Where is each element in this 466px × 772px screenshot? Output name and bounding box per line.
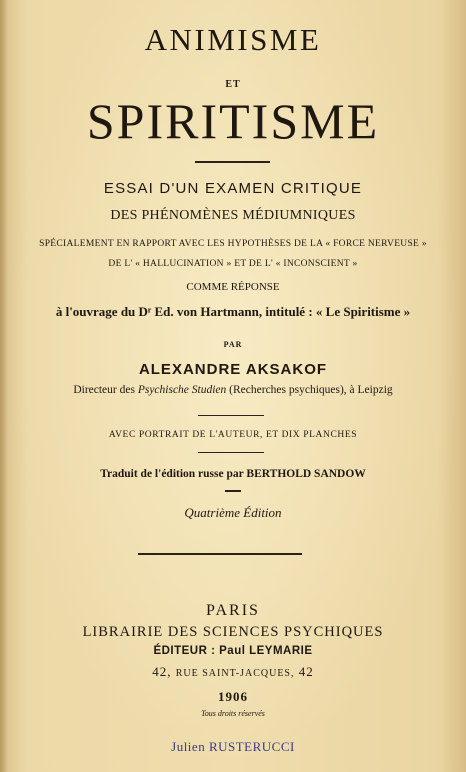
subtitle-phenomenes: DES PHÉNOMÈNES MÉDIUMNIQUES: [110, 208, 356, 223]
subtitle-essai: ESSAI D'UN EXAMEN CRITIQUE: [103, 180, 363, 197]
title-rule: [195, 161, 270, 163]
owner-stamp: Julien RUSTERUCCI: [171, 739, 295, 754]
divider-rule-2: [198, 452, 264, 453]
journal-name: Psychische Studien: [137, 384, 227, 396]
address-street: RUE SAINT-JACQUES,: [175, 668, 295, 679]
publisher-name: LIBRAIRIE DES SCIENCES PSYCHIQUES: [82, 624, 384, 640]
subtitle-ouvrage: à l'ouvrage du Dʳ Ed. von Hartmann, intitulé : « Le Spiritisme »: [55, 304, 411, 319]
imprint-city: PARIS: [206, 602, 260, 619]
by-label: PAR: [223, 340, 243, 349]
rights-notice: Tous droits réservés: [201, 709, 265, 718]
author-role: [0, 385, 466, 397]
publication-year: 1906: [218, 689, 248, 704]
divider-rule-1: [198, 415, 264, 416]
publisher-address: [0, 665, 466, 679]
editor-line: ÉDITEUR : Paul LEYMARIE: [153, 645, 313, 657]
edition-line: Quatrième Édition: [184, 505, 282, 520]
translator-line: Traduit de l'édition russe par BERTHOLD SANDOW: [100, 468, 366, 480]
author-role-prefix: Directeur des: [73, 384, 138, 396]
author-role-suffix: (Recherches psychiques), à Leipzig: [226, 384, 393, 396]
subtitle-reponse: COMME RÉPONSE: [186, 281, 280, 293]
imprint-rule: [138, 553, 302, 555]
author-name: ALEXANDRE AKSAKOF: [138, 361, 328, 378]
subtitle-hallucination: DE L' « HALLUCINATION » ET DE L' « INCONSCIENT »: [108, 259, 358, 269]
subtitle-special: SPÉCIALEMENT EN RAPPORT AVEC LES HYPOTHÈSES DE LA « FORCE NERVEUSE »: [39, 239, 427, 249]
portrait-note: AVEC PORTRAIT DE L'AUTEUR, ET DIX PLANCHES: [108, 430, 358, 440]
address-number-left: 42,: [152, 664, 172, 679]
translator-dash: [225, 490, 241, 492]
title-line-2: SPIRITISME: [86, 93, 380, 149]
address-number-right: 42: [298, 664, 314, 679]
title-line-1: ANIMISME: [144, 22, 322, 57]
title-conjunction: ET: [225, 79, 241, 90]
